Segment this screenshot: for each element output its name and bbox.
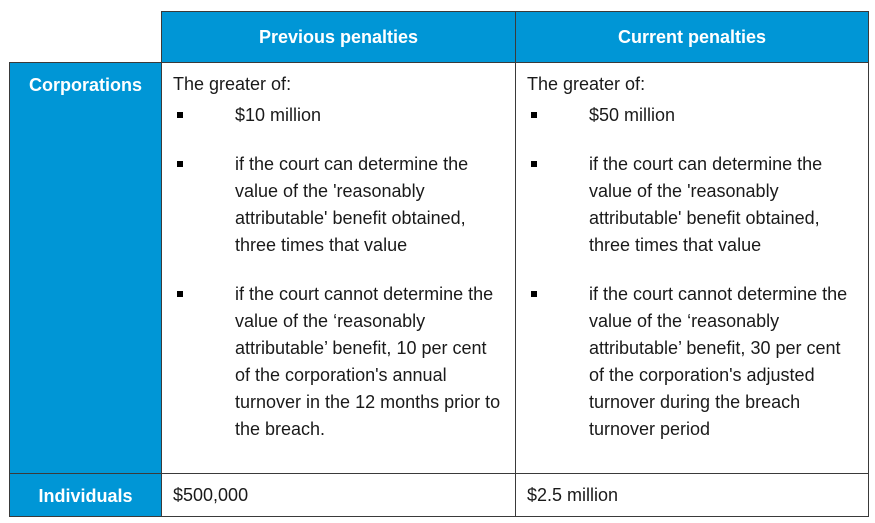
individuals-current-cell: $2.5 million (516, 474, 869, 517)
corporations-previous-cell (162, 63, 516, 474)
corporations-row-header (10, 63, 162, 474)
header-row (10, 12, 869, 63)
list-item (527, 102, 858, 129)
bullet-text: $50 million (589, 105, 676, 125)
square-bullet-icon (531, 161, 537, 167)
bullet-text: if the court can determine the value of the 'reasonably attributable' benefit obtained, three times that value (589, 154, 823, 255)
square-bullet-icon (531, 112, 537, 118)
bullet-text: if the court cannot determine the value of the ‘reasonably attributable’ benefit, 30 per cent of the corporation's adjusted turnover during the breach turnover period (589, 284, 848, 439)
list-item (173, 281, 505, 443)
corporations-label: Corporations (28, 75, 142, 95)
individuals-label: Individuals (38, 486, 133, 506)
square-bullet-icon (531, 291, 537, 297)
square-bullet-icon (177, 161, 183, 167)
bullet-text: if the court can determine the value of the 'reasonably attributable' benefit obtained, three times that value (235, 154, 469, 255)
square-bullet-icon (177, 112, 183, 118)
bullet-text: $10 million (235, 105, 322, 125)
previous-bullet-list (173, 102, 505, 443)
corporations-current-cell (516, 63, 869, 474)
individuals-row (10, 474, 869, 517)
penalties-table (9, 11, 869, 517)
square-bullet-icon (177, 291, 183, 297)
corporations-row (10, 63, 869, 474)
list-item (527, 151, 858, 259)
individuals-previous-cell: $500,000 (162, 474, 516, 517)
individuals-row-header (10, 474, 162, 517)
current-bullet-list (527, 102, 858, 443)
bullet-text: if the court cannot determine the value of the ‘reasonably attributable’ benefit, 10 per cent of the corporation's annual turnover in the 12 months prior to the breach. (235, 284, 501, 439)
blank-corner-cell (10, 12, 162, 63)
list-item (173, 102, 505, 129)
current-lead-text: The greater of: (527, 74, 646, 94)
previous-penalties-header: Previous penalties (162, 12, 516, 63)
current-penalties-header: Current penalties (516, 12, 869, 63)
list-item (527, 281, 858, 443)
previous-lead-text: The greater of: (173, 74, 292, 94)
list-item (173, 151, 505, 259)
